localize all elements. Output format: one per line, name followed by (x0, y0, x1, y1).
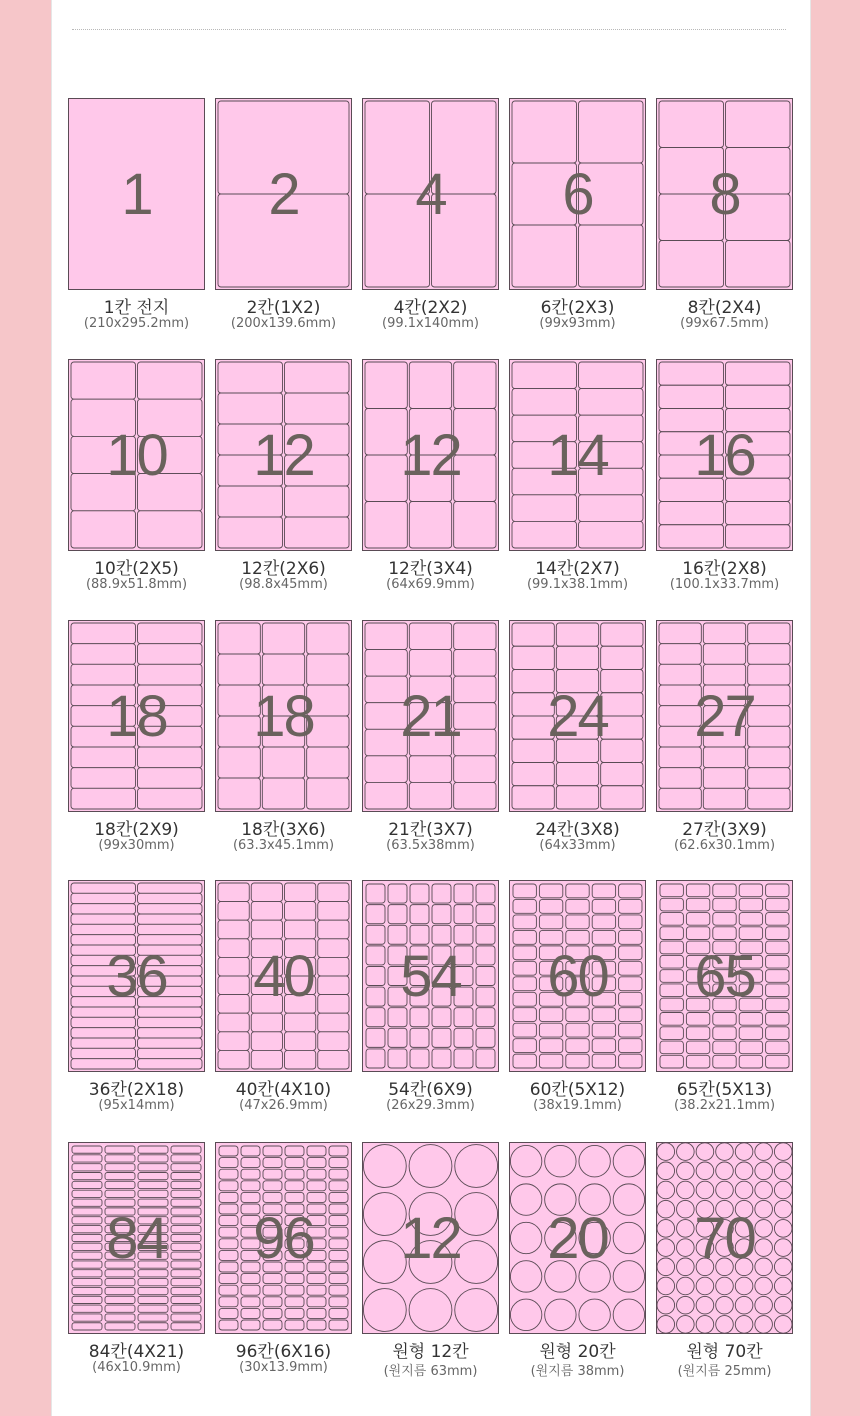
label-name: 12칸(3X4) (388, 559, 473, 579)
label-dimensions: (38.2x21.1mm) (673, 1098, 776, 1113)
label-sheet-preview (68, 1142, 205, 1334)
label-name: 18칸(3X6) (241, 820, 326, 840)
label-name: 21칸(3X7) (388, 820, 473, 840)
label-sheet-preview (509, 1142, 646, 1334)
label-sheet-diagram (509, 620, 646, 812)
label-sheet-diagram (509, 880, 646, 1072)
label-count-number: 12 (253, 422, 314, 488)
label-name: 18칸(2X9) (94, 820, 179, 840)
label-sheet-preview (68, 880, 205, 1072)
label-dimensions: (99.1x140mm) (382, 316, 479, 331)
label-name: 원형 12칸 (392, 1342, 469, 1362)
label-dimensions: (26x29.3mm) (386, 1098, 475, 1113)
label-name: 원형 20칸 (539, 1342, 616, 1362)
label-sheet-diagram (362, 98, 499, 290)
label-sheet-preview (362, 359, 499, 551)
label-name: 2칸(1X2) (246, 298, 321, 318)
label-sheet-diagram (362, 880, 499, 1072)
label-sheet-preview (362, 880, 499, 1072)
label-dimensions: (64x33mm) (539, 838, 616, 853)
label-name: 6칸(2X3) (540, 298, 615, 318)
label-dimensions: (210x295.2mm) (83, 316, 190, 331)
label-count-number: 60 (547, 943, 608, 1009)
label-count-number: 18 (253, 683, 314, 749)
label-sheet-diagram (68, 620, 205, 812)
label-sheet-preview (656, 98, 793, 290)
label-sheet-diagram (656, 1142, 793, 1334)
label-sheet-diagram (215, 1142, 352, 1334)
label-count-number: 70 (694, 1205, 755, 1271)
label-count-number: 12 (400, 422, 461, 488)
label-sheet-preview (68, 98, 205, 290)
label-sheet-preview (656, 359, 793, 551)
label-sheet-preview (509, 880, 646, 1072)
label-count-number: 18 (106, 683, 167, 749)
label-name: 10칸(2X5) (94, 559, 179, 579)
label-count-number: 24 (547, 683, 608, 749)
label-dimensions: (46x10.9mm) (92, 1360, 181, 1375)
label-name: 12칸(2X6) (241, 559, 326, 579)
label-dimensions: (99x93mm) (539, 316, 616, 331)
label-dimensions: (63.5x38mm) (386, 838, 475, 853)
label-count-number: 8 (709, 161, 740, 227)
label-count-number: 96 (253, 1205, 314, 1271)
label-dimensions: (99x30mm) (98, 838, 175, 853)
label-name: 60칸(5X12) (529, 1080, 626, 1100)
label-sheet-preview (215, 880, 352, 1072)
label-sheet-diagram (362, 1142, 499, 1334)
label-dimensions: (30x13.9mm) (239, 1360, 328, 1375)
label-dimensions: (98.8x45mm) (239, 577, 328, 592)
label-sheet-preview (656, 1142, 793, 1334)
label-sheet-preview (509, 98, 646, 290)
label-sheet-preview (215, 98, 352, 290)
label-dimensions: (원지름 63mm) (383, 1364, 478, 1379)
label-sheet-preview (656, 620, 793, 812)
label-sheet-diagram (656, 880, 793, 1072)
label-count-number: 54 (400, 943, 461, 1009)
label-sheet-diagram (68, 359, 205, 551)
label-count-number: 36 (106, 943, 167, 1009)
label-dimensions: (99.1x38.1mm) (526, 577, 629, 592)
label-dimensions: (99x67.5mm) (680, 316, 769, 331)
label-name: 8칸(2X4) (687, 298, 762, 318)
label-sheet-diagram (362, 359, 499, 551)
label-name: 원형 70칸 (686, 1342, 763, 1362)
label-count-number: 12 (400, 1205, 461, 1271)
label-name: 65칸(5X13) (676, 1080, 773, 1100)
label-sheet-preview (68, 359, 205, 551)
label-name: 24칸(3X8) (535, 820, 620, 840)
label-dimensions: (95x14mm) (98, 1098, 175, 1113)
label-name: 54칸(6X9) (388, 1080, 473, 1100)
label-dimensions: (원지름 38mm) (530, 1364, 625, 1379)
label-dimensions: (63.3x45.1mm) (232, 838, 335, 853)
label-sheet-preview (215, 359, 352, 551)
label-sheet-preview (215, 1142, 352, 1334)
label-count-number: 6 (562, 161, 593, 227)
label-count-number: 10 (106, 422, 167, 488)
label-count-number: 16 (694, 422, 755, 488)
label-sheet-preview (362, 98, 499, 290)
label-sheet-preview (68, 620, 205, 812)
label-dimensions: (100.1x33.7mm) (669, 577, 780, 592)
label-sheet-diagram (215, 359, 352, 551)
label-dimensions: (64x69.9mm) (386, 577, 475, 592)
label-name: 16칸(2X8) (682, 559, 767, 579)
label-sheet-diagram (656, 620, 793, 812)
label-sheet-diagram (656, 359, 793, 551)
label-dimensions: (200x139.6mm) (230, 316, 337, 331)
label-count-number: 84 (106, 1205, 167, 1271)
label-sheet-diagram (362, 620, 499, 812)
label-dimensions: (47x26.9mm) (239, 1098, 328, 1113)
label-dimensions: (88.9x51.8mm) (85, 577, 188, 592)
label-count-number: 20 (547, 1205, 608, 1271)
label-sheet-diagram (68, 98, 205, 290)
label-dimensions: (62.6x30.1mm) (673, 838, 776, 853)
label-count-number: 2 (268, 161, 299, 227)
section-divider (72, 29, 786, 30)
label-count-number: 40 (253, 943, 314, 1009)
label-count-number: 65 (694, 943, 755, 1009)
label-sheet-preview (362, 1142, 499, 1334)
label-count-number: 27 (694, 683, 755, 749)
label-sheet-diagram (68, 880, 205, 1072)
label-dimensions: (원지름 25mm) (677, 1364, 772, 1379)
label-sheet-diagram (509, 1142, 646, 1334)
label-sheet-diagram (656, 98, 793, 290)
label-sheet-diagram (509, 359, 646, 551)
label-sheet-diagram (509, 98, 646, 290)
label-name: 40칸(4X10) (235, 1080, 332, 1100)
label-sheet-diagram (215, 98, 352, 290)
label-name: 96칸(6X16) (235, 1342, 332, 1362)
label-name: 1칸 전지 (103, 298, 170, 318)
label-sheet-preview (509, 620, 646, 812)
label-sheet-preview (362, 620, 499, 812)
label-name: 14칸(2X7) (535, 559, 620, 579)
label-dimensions: (38x19.1mm) (533, 1098, 622, 1113)
label-name: 84칸(4X21) (88, 1342, 185, 1362)
label-sheet-preview (656, 880, 793, 1072)
label-count-number: 21 (400, 683, 461, 749)
label-sheet-diagram (68, 1142, 205, 1334)
label-name: 4칸(2X2) (393, 298, 468, 318)
label-sheet-preview (215, 620, 352, 812)
label-sheet-diagram (215, 620, 352, 812)
label-count-number: 4 (415, 161, 446, 227)
label-sheet-preview (509, 359, 646, 551)
label-name: 36칸(2X18) (88, 1080, 185, 1100)
label-count-number: 1 (121, 161, 152, 227)
label-sheet-diagram (215, 880, 352, 1072)
label-name: 27칸(3X9) (682, 820, 767, 840)
label-count-number: 14 (547, 422, 608, 488)
